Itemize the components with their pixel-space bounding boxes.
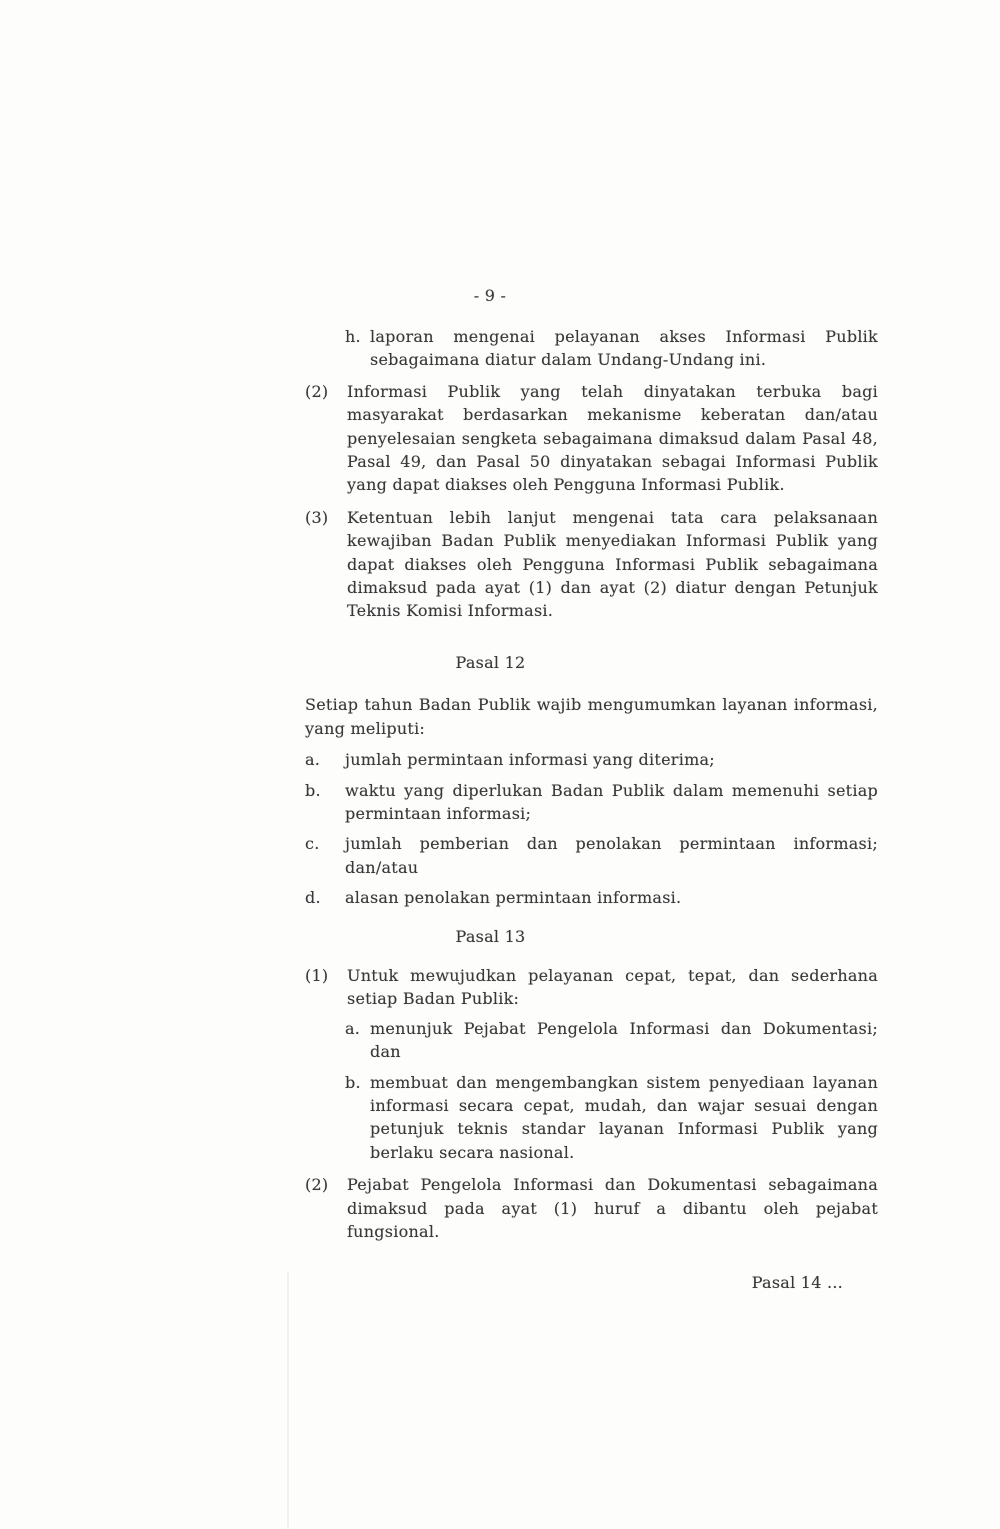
ayat-text: Ketentuan lebih lanjut mengenai tata cara pelaksanaan kewajiban Badan Publik menyediakan Informasi Publik yang dapat diakses oleh Pengguna Informasi Publik sebagaimana dimaksud pada ayat (1) dan ayat (2) diatur dengan Petunjuk Teknis Komisi Informasi. (347, 507, 878, 621)
ayat-item-1 (305, 964, 878, 1164)
sublist-item-b (345, 1071, 878, 1165)
list-item-text: waktu yang diperlukan Badan Publik dalam memenuhi setiap permintaan informasi; (345, 780, 878, 823)
ayat-text: Informasi Publik yang telah dinyatakan terbuka bagi masyarakat berdasarkan mekanisme keberatan dan/atau penyelesaian sengketa sebagaimana dimaksud dalam Pasal 48, Pasal 49, dan Pasal 50 dinyatakan sebagai Informasi Publik yang dapat diakses oleh Pengguna Informasi Publik. (347, 381, 878, 495)
ayat-item-3 (305, 506, 878, 623)
ayat-text: Untuk mewujudkan pelayanan cepat, tepat, dan sederhana setiap Badan Publik: (347, 965, 878, 1009)
list-item-marker: a. (345, 1018, 361, 1038)
list-item-text: jumlah pemberian dan penolakan permintaan informasi; dan/atau (345, 834, 878, 877)
list-item-text: alasan penolakan permintaan informasi. (345, 888, 682, 908)
list-item-d (305, 886, 878, 909)
ayat-marker: (3) (305, 507, 329, 527)
ayat-1-sublist (345, 1017, 878, 1164)
ayat-item-2 (305, 380, 878, 497)
pasal-12-intro: Setiap tahun Badan Publik wajib mengumumkan layanan informasi, yang meliputi: (305, 695, 878, 738)
pasal-12-heading: Pasal 12 (455, 652, 526, 672)
scan-artifact-line (287, 1272, 289, 1529)
list-item-marker: b. (345, 1072, 361, 1092)
page-number: - 9 - (473, 286, 507, 305)
ayat-marker: (2) (305, 381, 329, 401)
list-item-marker: b. (305, 780, 321, 800)
list-item-marker: a. (305, 750, 321, 770)
list-item-c (305, 832, 878, 879)
list-item-text: laporan mengenai pelayanan akses Informasi Publik sebagaimana diatur dalam Undang-Undang ini. (370, 327, 878, 370)
list-item-h (345, 325, 878, 372)
ayat-marker: (1) (305, 965, 329, 985)
pasal-13-heading: Pasal 13 (455, 926, 526, 946)
ayat-item-2-pasal13 (305, 1173, 878, 1243)
list-item-marker: d. (305, 888, 321, 908)
list-item-marker: h. (345, 327, 361, 346)
page-content (305, 325, 878, 1295)
list-item-text: membuat dan mengembangkan sistem penyediaan layanan informasi secara cepat, mudah, dan wajar sesuai dengan petunjuk teknis standar layanan Informasi Publik yang berlaku secara nasional. (370, 1072, 878, 1162)
ayat-marker: (2) (305, 1175, 329, 1195)
list-item-text: jumlah permintaan informasi yang diterima; (345, 750, 715, 770)
list-item-text: menunjuk Pejabat Pengelola Informasi dan Dokumentasi; dan (370, 1018, 878, 1062)
list-item-b (305, 779, 878, 826)
sublist-item-a (345, 1017, 878, 1064)
list-item-marker: c. (305, 834, 320, 854)
list-item-a (305, 748, 878, 771)
ayat-text: Pejabat Pengelola Informasi dan Dokumentasi sebagaimana dimaksud pada ayat (1) huruf a dibantu oleh pejabat fungsional. (347, 1175, 878, 1241)
catchword-next-pasal: Pasal 14 ... (751, 1273, 843, 1293)
